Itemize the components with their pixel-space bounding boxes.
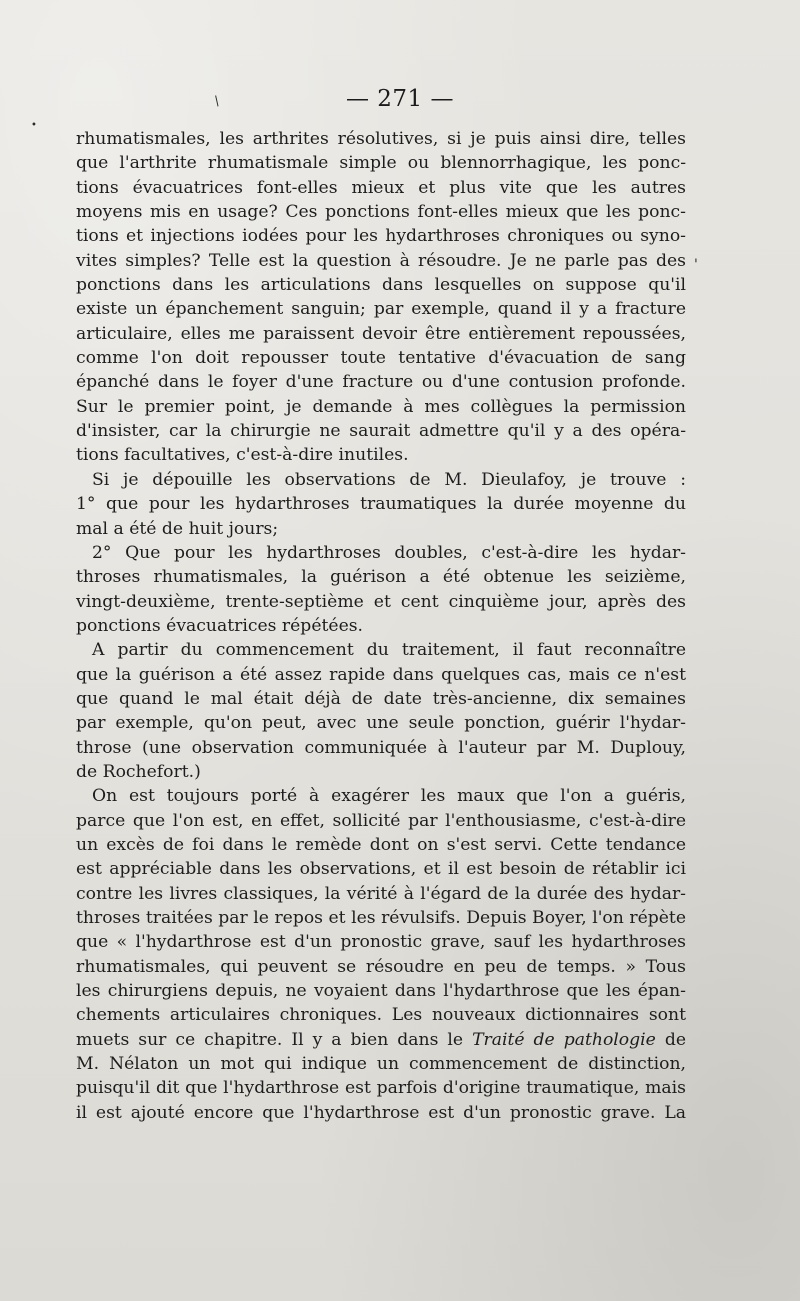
text-line-start: muets sur ce chapitre. Il y a bien dans le	[76, 1029, 464, 1050]
text-line: d'insister, car la chirurgie ne saurait admettre qu'il y a des opéra-	[76, 421, 686, 442]
text-line: par exemple, qu'on peut, avec une seule ponction, guérir l'hydar-	[76, 713, 686, 734]
text-line: Si je dépouille les observations de M. Dieulafoy, je trouve :	[92, 469, 686, 490]
book-title: Traité de pathologie	[472, 1029, 656, 1050]
page-number: — 271 —	[345, 86, 455, 112]
text-line: articulaire, elles me paraissent devoir être entièrement repoussées,	[76, 323, 686, 344]
text-line: rhumatismales, les arthrites résolutives, si je puis ainsi dire, telles	[76, 129, 686, 149]
text-line: A partir du commencement du traitement, il faut reconnaître	[92, 640, 686, 661]
text-line: est appréciable dans les observations, et il est besoin de rétablir ici	[76, 859, 686, 880]
text-line: ponctions dans les articulations dans lesquelles on suppose qu'il	[76, 275, 686, 296]
text-line-end: de	[664, 1029, 686, 1050]
text-line: de Rochefort.)	[76, 761, 201, 782]
text-line: épanché dans le foyer d'une fracture ou d'une contusion profonde.	[76, 372, 686, 393]
text-line: tions et injections iodées pour les hydarthroses chroniques ou syno-	[76, 226, 686, 247]
text-line: que quand le mal était déjà de date très-ancienne, dix semaines	[76, 688, 686, 709]
text-line: puisqu'il dit que l'hydarthrose est parfois d'origine traumatique, mais	[76, 1078, 686, 1099]
text-line-with-title	[76, 1028, 686, 1052]
text-line: vites simples? Telle est la question à résoudre. Je ne parle pas des	[76, 250, 686, 271]
text-line: mal a été de huit jours;	[76, 518, 279, 539]
margin-bullet-mark: •	[31, 120, 37, 131]
text-line: rhumatismales, qui peuvent se résoudre en peu de temps. » Tous	[76, 956, 686, 977]
body-text	[76, 127, 686, 1125]
text-line: un excès de foi dans le remède dont on s'est servi. Cette tendance	[76, 834, 686, 855]
text-line: tions évacuatrices font-elles mieux et plus vite que les autres	[76, 177, 686, 198]
text-line: il est ajouté encore que l'hydarthrose est d'un pronostic grave. La	[76, 1102, 686, 1123]
text-line: M. Nélaton un mot qui indique un commencement de distinction,	[76, 1054, 686, 1075]
text-line: throses rhumatismales, la guérison a été obtenue les seizième,	[76, 567, 686, 588]
text-line: contre les livres classiques, la vérité à l'égard de la durée des hydar-	[76, 883, 686, 904]
text-line: tions facultatives, c'est-à-dire inutiles.	[76, 445, 409, 466]
text-line: 2° Que pour les hydarthroses doubles, c'est-à-dire les hydar-	[92, 542, 686, 563]
margin-apostrophe-mark: '	[694, 257, 698, 273]
text-line: chements articulaires chroniques. Les nouveaux dictionnaires sont	[76, 1005, 686, 1026]
text-line: parce que l'on est, en effet, sollicité par l'enthousiasme, c'est-à-dire	[76, 810, 686, 831]
margin-tick-mark: /	[211, 93, 223, 110]
text-line: que l'arthrite rhumatismale simple ou blennorrhagique, les ponc-	[76, 153, 686, 174]
text-line: throse (une observation communiquée à l'auteur par M. Duplouy,	[76, 737, 686, 758]
text-line: 1° que pour les hydarthroses traumatiques la durée moyenne du	[76, 494, 686, 515]
text-line: On est toujours porté à exagérer les maux que l'on a guéris,	[92, 786, 686, 807]
text-line: existe un épanchement sanguin; par exemple, quand il y a fracture	[76, 299, 686, 320]
text-line: comme l'on doit repousser toute tentative d'évacuation de sang	[76, 348, 686, 369]
text-line: vingt-deuxième, trente-septième et cent cinquième jour, après des	[76, 591, 686, 612]
text-line: que la guérison a été assez rapide dans quelques cas, mais ce n'est	[76, 664, 686, 685]
text-line: les chirurgiens depuis, ne voyaient dans l'hydarthrose que les épan-	[76, 981, 686, 1002]
text-line: throses traitées par le repos et les révulsifs. Depuis Boyer, l'on répète	[76, 908, 686, 928]
text-line: moyens mis en usage? Ces ponctions font-elles mieux que les ponc-	[76, 202, 686, 223]
text-line: que « l'hydarthrose est d'un pronostic grave, sauf les hydarthroses	[76, 932, 686, 953]
text-line: Sur le premier point, je demande à mes collègues la permission	[76, 396, 686, 417]
text-line: ponctions évacuatrices répétées.	[76, 615, 364, 636]
